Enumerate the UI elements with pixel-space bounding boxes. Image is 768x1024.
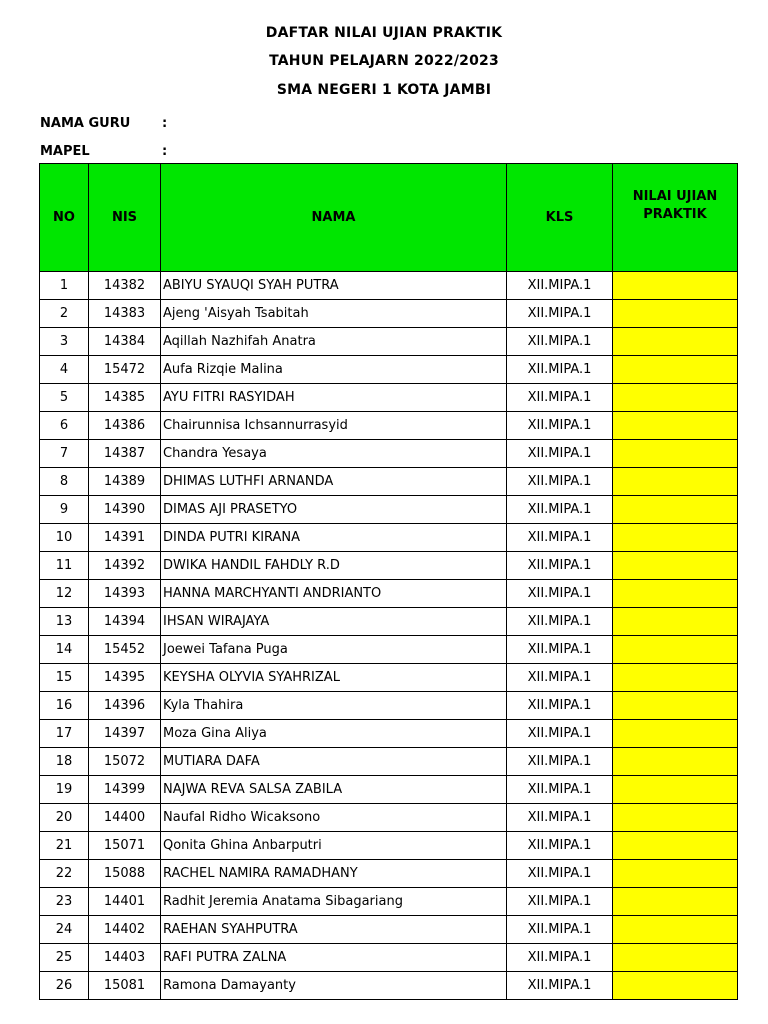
cell-nis: 14387 bbox=[89, 440, 161, 468]
cell-nis: 14394 bbox=[89, 608, 161, 636]
cell-nilai-input[interactable] bbox=[613, 888, 738, 916]
cell-no: 10 bbox=[40, 524, 89, 552]
cell-nama: Aufa Rizqie Malina bbox=[161, 356, 507, 384]
table-row bbox=[40, 888, 738, 916]
cell-nama: Moza Gina Aliya bbox=[161, 720, 507, 748]
cell-nis: 14397 bbox=[89, 720, 161, 748]
cell-nilai-input[interactable] bbox=[613, 776, 738, 804]
cell-nama: NAJWA REVA SALSA ZABILA bbox=[161, 776, 507, 804]
cell-kls: XII.MIPA.1 bbox=[507, 608, 613, 636]
cell-nis: 15081 bbox=[89, 972, 161, 1000]
cell-nis: 14393 bbox=[89, 580, 161, 608]
cell-kls: XII.MIPA.1 bbox=[507, 776, 613, 804]
cell-nilai-input[interactable] bbox=[613, 300, 738, 328]
cell-nilai-input[interactable] bbox=[613, 832, 738, 860]
cell-no: 4 bbox=[40, 356, 89, 384]
cell-no: 21 bbox=[40, 832, 89, 860]
guru-label: NAMA GURU bbox=[40, 116, 131, 131]
cell-nama: IHSAN WIRAJAYA bbox=[161, 608, 507, 636]
cell-kls: XII.MIPA.1 bbox=[507, 412, 613, 440]
col-header-kls: KLS bbox=[507, 164, 613, 272]
table-row bbox=[40, 944, 738, 972]
cell-nis: 14386 bbox=[89, 412, 161, 440]
cell-nama: Qonita Ghina Anbarputri bbox=[161, 832, 507, 860]
cell-nilai-input[interactable] bbox=[613, 580, 738, 608]
meta-mapel bbox=[40, 144, 167, 159]
cell-nilai-input[interactable] bbox=[613, 636, 738, 664]
cell-no: 11 bbox=[40, 552, 89, 580]
col-header-nilai: NILAI UJIAN PRAKTIK bbox=[613, 164, 738, 272]
cell-nama: DIMAS AJI PRASETYO bbox=[161, 496, 507, 524]
table-row bbox=[40, 692, 738, 720]
table-row bbox=[40, 608, 738, 636]
cell-kls: XII.MIPA.1 bbox=[507, 272, 613, 300]
cell-no: 26 bbox=[40, 972, 89, 1000]
cell-no: 16 bbox=[40, 692, 89, 720]
cell-kls: XII.MIPA.1 bbox=[507, 748, 613, 776]
table-row bbox=[40, 440, 738, 468]
cell-nama: RAFI PUTRA ZALNA bbox=[161, 944, 507, 972]
cell-nis: 15452 bbox=[89, 636, 161, 664]
cell-nis: 14389 bbox=[89, 468, 161, 496]
cell-nilai-input[interactable] bbox=[613, 524, 738, 552]
table-row bbox=[40, 356, 738, 384]
cell-kls: XII.MIPA.1 bbox=[507, 692, 613, 720]
cell-kls: XII.MIPA.1 bbox=[507, 580, 613, 608]
cell-no: 9 bbox=[40, 496, 89, 524]
cell-nama: Kyla Thahira bbox=[161, 692, 507, 720]
table-row bbox=[40, 272, 738, 300]
cell-kls: XII.MIPA.1 bbox=[507, 916, 613, 944]
cell-nis: 14400 bbox=[89, 804, 161, 832]
cell-nilai-input[interactable] bbox=[613, 860, 738, 888]
cell-nama: RACHEL NAMIRA RAMADHANY bbox=[161, 860, 507, 888]
cell-nama: DINDA PUTRI KIRANA bbox=[161, 524, 507, 552]
cell-nilai-input[interactable] bbox=[613, 496, 738, 524]
cell-nilai-input[interactable] bbox=[613, 944, 738, 972]
mapel-label: MAPEL bbox=[40, 144, 90, 159]
cell-nama: Joewei Tafana Puga bbox=[161, 636, 507, 664]
cell-nis: 15472 bbox=[89, 356, 161, 384]
cell-nama: Ramona Damayanty bbox=[161, 972, 507, 1000]
cell-no: 24 bbox=[40, 916, 89, 944]
cell-kls: XII.MIPA.1 bbox=[507, 440, 613, 468]
cell-nilai-input[interactable] bbox=[613, 328, 738, 356]
doc-title-line-3: SMA NEGERI 1 KOTA JAMBI bbox=[276, 82, 492, 98]
cell-nilai-input[interactable] bbox=[613, 552, 738, 580]
col-header-nis: NIS bbox=[89, 164, 161, 272]
table-row bbox=[40, 412, 738, 440]
cell-no: 23 bbox=[40, 888, 89, 916]
table-row bbox=[40, 496, 738, 524]
cell-kls: XII.MIPA.1 bbox=[507, 636, 613, 664]
cell-nama: ABIYU SYAUQI SYAH PUTRA bbox=[161, 272, 507, 300]
meta-guru bbox=[40, 116, 167, 131]
cell-nis: 14396 bbox=[89, 692, 161, 720]
cell-nilai-input[interactable] bbox=[613, 748, 738, 776]
cell-nama: DWIKA HANDIL FAHDLY R.D bbox=[161, 552, 507, 580]
cell-nis: 15071 bbox=[89, 832, 161, 860]
table-row bbox=[40, 300, 738, 328]
cell-nis: 14403 bbox=[89, 944, 161, 972]
cell-no: 19 bbox=[40, 776, 89, 804]
cell-nis: 14399 bbox=[89, 776, 161, 804]
col-header-no: NO bbox=[40, 164, 89, 272]
cell-nama: KEYSHA OLYVIA SYAHRIZAL bbox=[161, 664, 507, 692]
cell-nilai-input[interactable] bbox=[613, 804, 738, 832]
table-row bbox=[40, 748, 738, 776]
cell-no: 13 bbox=[40, 608, 89, 636]
cell-no: 18 bbox=[40, 748, 89, 776]
cell-nama: Chairunnisa Ichsannurrasyid bbox=[161, 412, 507, 440]
cell-nis: 14390 bbox=[89, 496, 161, 524]
cell-nis: 14391 bbox=[89, 524, 161, 552]
cell-nama: Naufal Ridho Wicaksono bbox=[161, 804, 507, 832]
cell-no: 25 bbox=[40, 944, 89, 972]
cell-kls: XII.MIPA.1 bbox=[507, 664, 613, 692]
cell-no: 1 bbox=[40, 272, 89, 300]
cell-nis: 14402 bbox=[89, 916, 161, 944]
cell-no: 2 bbox=[40, 300, 89, 328]
cell-kls: XII.MIPA.1 bbox=[507, 804, 613, 832]
cell-nama: Ajeng 'Aisyah Tsabitah bbox=[161, 300, 507, 328]
cell-nis: 15088 bbox=[89, 860, 161, 888]
table-header-row bbox=[40, 164, 738, 272]
cell-nilai-input[interactable] bbox=[613, 356, 738, 384]
cell-nilai-input[interactable] bbox=[613, 972, 738, 1000]
table-row bbox=[40, 524, 738, 552]
cell-nama: Aqillah Nazhifah Anatra bbox=[161, 328, 507, 356]
cell-kls: XII.MIPA.1 bbox=[507, 300, 613, 328]
cell-nilai-input[interactable] bbox=[613, 384, 738, 412]
cell-no: 6 bbox=[40, 412, 89, 440]
cell-no: 5 bbox=[40, 384, 89, 412]
table-row bbox=[40, 552, 738, 580]
col-header-nama: NAMA bbox=[161, 164, 507, 272]
table-row bbox=[40, 468, 738, 496]
cell-kls: XII.MIPA.1 bbox=[507, 552, 613, 580]
cell-no: 17 bbox=[40, 720, 89, 748]
cell-nilai-input[interactable] bbox=[613, 692, 738, 720]
cell-nilai-input[interactable] bbox=[613, 916, 738, 944]
cell-no: 12 bbox=[40, 580, 89, 608]
cell-nama: Radhit Jeremia Anatama Sibagariang bbox=[161, 888, 507, 916]
cell-nis: 14382 bbox=[89, 272, 161, 300]
cell-nis: 14401 bbox=[89, 888, 161, 916]
table-row bbox=[40, 860, 738, 888]
cell-nama: DHIMAS LUTHFI ARNANDA bbox=[161, 468, 507, 496]
table-row bbox=[40, 804, 738, 832]
cell-nis: 14384 bbox=[89, 328, 161, 356]
cell-no: 7 bbox=[40, 440, 89, 468]
table-row bbox=[40, 972, 738, 1000]
table-row bbox=[40, 832, 738, 860]
mapel-colon: : bbox=[162, 144, 168, 159]
cell-nis: 15072 bbox=[89, 748, 161, 776]
cell-kls: XII.MIPA.1 bbox=[507, 328, 613, 356]
cell-nis: 14395 bbox=[89, 664, 161, 692]
table-row bbox=[40, 664, 738, 692]
cell-nama: MUTIARA DAFA bbox=[161, 748, 507, 776]
cell-kls: XII.MIPA.1 bbox=[507, 496, 613, 524]
grades-table bbox=[39, 163, 738, 1000]
cell-kls: XII.MIPA.1 bbox=[507, 860, 613, 888]
cell-kls: XII.MIPA.1 bbox=[507, 944, 613, 972]
cell-kls: XII.MIPA.1 bbox=[507, 832, 613, 860]
cell-kls: XII.MIPA.1 bbox=[507, 384, 613, 412]
cell-nilai-input[interactable] bbox=[613, 720, 738, 748]
doc-title-line-2: TAHUN PELAJARN 2022/2023 bbox=[269, 53, 499, 69]
cell-kls: XII.MIPA.1 bbox=[507, 524, 613, 552]
cell-kls: XII.MIPA.1 bbox=[507, 356, 613, 384]
cell-nilai-input[interactable] bbox=[613, 664, 738, 692]
table-body bbox=[40, 272, 738, 1000]
cell-nama: AYU FITRI RASYIDAH bbox=[161, 384, 507, 412]
cell-kls: XII.MIPA.1 bbox=[507, 972, 613, 1000]
cell-no: 20 bbox=[40, 804, 89, 832]
cell-nama: RAEHAN SYAHPUTRA bbox=[161, 916, 507, 944]
table-row bbox=[40, 636, 738, 664]
table-row bbox=[40, 328, 738, 356]
cell-nilai-input[interactable] bbox=[613, 608, 738, 636]
cell-kls: XII.MIPA.1 bbox=[507, 468, 613, 496]
cell-no: 22 bbox=[40, 860, 89, 888]
cell-nama: Chandra Yesaya bbox=[161, 440, 507, 468]
cell-nilai-input[interactable] bbox=[613, 272, 738, 300]
cell-kls: XII.MIPA.1 bbox=[507, 888, 613, 916]
cell-no: 14 bbox=[40, 636, 89, 664]
doc-title-line-1: DAFTAR NILAI UJIAN PRAKTIK bbox=[265, 25, 503, 41]
guru-colon: : bbox=[162, 116, 168, 131]
cell-nilai-input[interactable] bbox=[613, 440, 738, 468]
cell-no: 3 bbox=[40, 328, 89, 356]
cell-nilai-input[interactable] bbox=[613, 412, 738, 440]
cell-no: 8 bbox=[40, 468, 89, 496]
cell-nilai-input[interactable] bbox=[613, 468, 738, 496]
cell-nis: 14392 bbox=[89, 552, 161, 580]
table-row bbox=[40, 776, 738, 804]
table-row bbox=[40, 580, 738, 608]
table-row bbox=[40, 916, 738, 944]
table-row bbox=[40, 720, 738, 748]
cell-no: 15 bbox=[40, 664, 89, 692]
table-row bbox=[40, 384, 738, 412]
cell-nis: 14385 bbox=[89, 384, 161, 412]
cell-nis: 14383 bbox=[89, 300, 161, 328]
cell-kls: XII.MIPA.1 bbox=[507, 720, 613, 748]
cell-nama: HANNA MARCHYANTI ANDRIANTO bbox=[161, 580, 507, 608]
